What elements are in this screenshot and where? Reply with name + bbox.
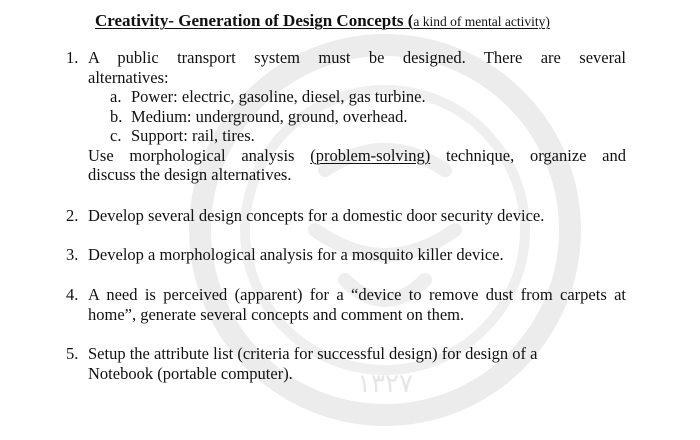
question-text-line: A public transport system must be designed. There are several	[88, 48, 626, 67]
option-text: Power: electric, gasoline, diesel, gas turbine.	[131, 87, 426, 106]
question-number: 2.	[66, 206, 79, 225]
question-number: 3.	[66, 245, 79, 264]
use-text-rest: technique, organize and	[445, 145, 627, 165]
question-4	[66, 285, 626, 324]
title-main: Creativity- Generation of Design Concepts (	[95, 11, 414, 30]
question-5	[66, 344, 626, 383]
list-item	[88, 87, 626, 107]
use-text: Use morphological analysis	[88, 145, 295, 165]
question-text-line: alternatives:	[88, 67, 169, 87]
question-number: 5.	[66, 344, 79, 363]
question-text-line: home”, generate several concepts and comment on them.	[88, 304, 465, 324]
question-text-line: discuss the design alternatives.	[88, 165, 292, 184]
option-text: Medium: underground, ground, overhead.	[131, 106, 408, 126]
option-letter: b.	[110, 106, 123, 126]
question-number: 1.	[66, 48, 79, 67]
question-1	[66, 48, 626, 185]
question-text-line: Setup the attribute list (criteria for successful design) for design of a	[88, 344, 538, 363]
question-text-line	[88, 146, 626, 166]
option-letter: a.	[110, 87, 122, 106]
question-2	[66, 206, 626, 226]
option-letter: c.	[110, 126, 122, 145]
alternatives-list	[88, 87, 626, 146]
question-text-line: Develop several design concepts for a domestic door security device.	[88, 206, 545, 225]
question-number: 4.	[66, 285, 79, 304]
seal-digits: ١٣٢٧	[357, 369, 413, 399]
list-item	[88, 126, 626, 146]
question-text-line: Notebook (portable computer).	[88, 363, 293, 383]
title-subtitle: a kind of mental activity)	[413, 14, 550, 29]
question-text-line: Develop a morphological analysis for a mosquito killer device.	[88, 245, 504, 264]
question-3	[66, 245, 626, 265]
list-item	[88, 107, 626, 127]
option-text: Support: rail, tires.	[131, 126, 255, 145]
page-title	[95, 11, 550, 31]
problem-solving-link: (problem-solving)	[310, 145, 431, 165]
question-text-line: A need is perceived (apparent) for a “device to remove dust from carpets at	[88, 285, 626, 304]
